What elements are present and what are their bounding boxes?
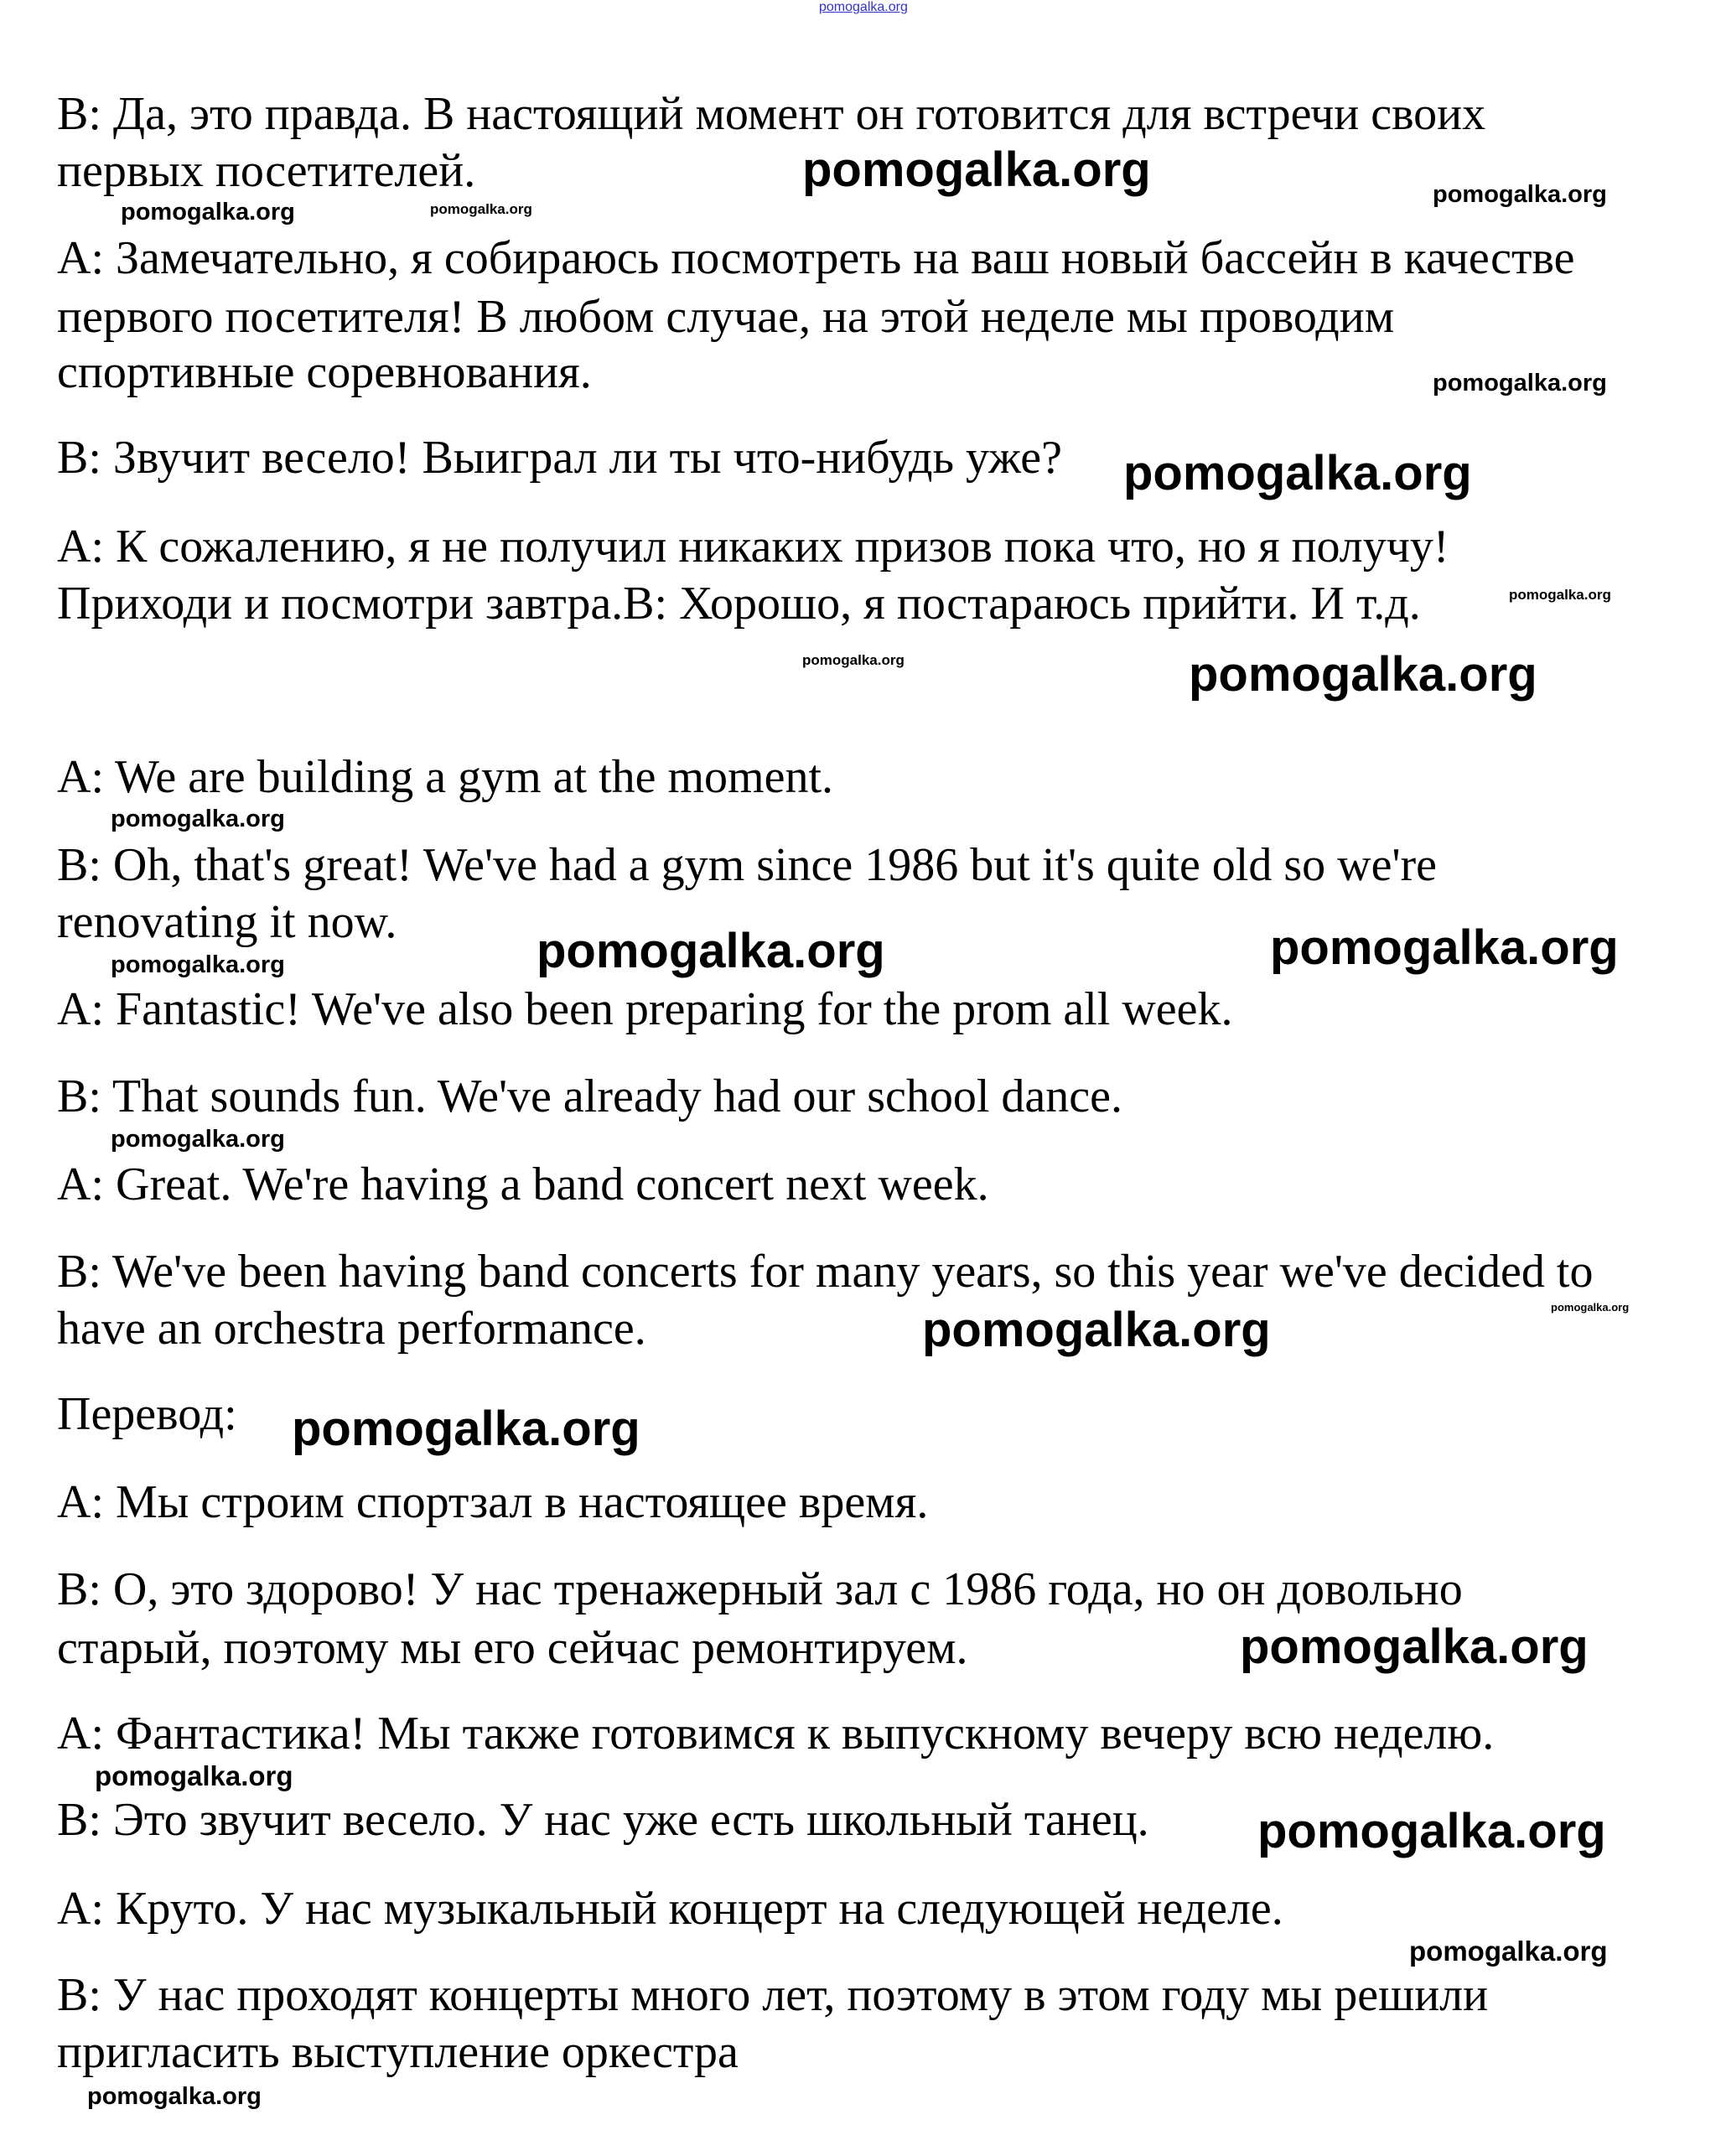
text-line: A: Круто. У нас музыкальный концерт на следующей неделе. bbox=[57, 1883, 1283, 1935]
text-line: A: Фантастика! Мы также готовимся к выпускному вечеру всю неделю. bbox=[57, 1708, 1495, 1760]
text-line: B: Да, это правда. В настоящий момент он готовится для встречи своих bbox=[57, 88, 1486, 140]
text-line: B: О, это здорово! У нас тренажерный зал с 1986 года, но он довольно bbox=[57, 1563, 1463, 1615]
text-line: пригласить выступление оркестра bbox=[57, 2026, 739, 2078]
watermark: pomogalka.org bbox=[1189, 647, 1537, 702]
text-line: первых посетителей. bbox=[57, 145, 476, 197]
text-line: B: We've been having band concerts for many years, so this year we've decided to bbox=[57, 1246, 1594, 1298]
watermark: pomogalka.org bbox=[1551, 1301, 1630, 1314]
text-line: Приходи и посмотри завтра.B: Хорошо, я постараюсь прийти. И т.д. bbox=[57, 578, 1421, 630]
watermark: pomogalka.org bbox=[111, 806, 285, 832]
text-line: A: Мы строим спортзал в настоящее время. bbox=[57, 1476, 929, 1528]
text-line: A: Замечательно, я собираюсь посмотреть на ваш новый бассейн в качестве bbox=[57, 232, 1575, 284]
watermark: pomogalka.org bbox=[1409, 1936, 1608, 1967]
header-site-link[interactable]: pomogalka.org bbox=[819, 0, 908, 14]
text-line: спортивные соревнования. bbox=[57, 346, 592, 398]
section-heading: Перевод: bbox=[57, 1388, 237, 1440]
text-line: B: У нас проходят концерты много лет, поэтому в этом году мы решили bbox=[57, 1969, 1489, 2021]
text-line: A: We are building a gym at the moment. bbox=[57, 751, 834, 803]
watermark: pomogalka.org bbox=[111, 1126, 285, 1153]
watermark: pomogalka.org bbox=[430, 201, 532, 217]
watermark: pomogalka.org bbox=[1433, 181, 1607, 208]
watermark: pomogalka.org bbox=[121, 199, 295, 225]
watermark: pomogalka.org bbox=[802, 652, 905, 668]
watermark: pomogalka.org bbox=[537, 924, 885, 978]
text-line: B: Звучит весело! Выиграл ли ты что-нибудь уже? bbox=[57, 432, 1062, 484]
watermark: pomogalka.org bbox=[922, 1303, 1271, 1357]
text-line: первого посетителя! В любом случае, на этой неделе мы проводим bbox=[57, 291, 1395, 343]
watermark: pomogalka.org bbox=[95, 1760, 293, 1791]
text-line: B: Это звучит весело. У нас уже есть школьный танец. bbox=[57, 1794, 1149, 1846]
text-line: A: Fantastic! We've also been preparing for the prom all week. bbox=[57, 983, 1233, 1035]
text-line: have an orchestra performance. bbox=[57, 1303, 646, 1355]
watermark: pomogalka.org bbox=[111, 951, 285, 978]
watermark: pomogalka.org bbox=[87, 2083, 262, 2110]
watermark: pomogalka.org bbox=[1270, 920, 1619, 975]
text-line: B: Oh, that's great! We've had a gym since 1986 but it's quite old so we're bbox=[57, 839, 1438, 891]
text-line: старый, поэтому мы его сейчас ремонтируем. bbox=[57, 1622, 968, 1674]
watermark: pomogalka.org bbox=[1123, 446, 1472, 500]
watermark: pomogalka.org bbox=[292, 1402, 640, 1456]
watermark: pomogalka.org bbox=[1240, 1620, 1589, 1674]
text-line: A: К сожалению, я не получил никаких призов пока что, но я получу! bbox=[57, 521, 1449, 573]
watermark: pomogalka.org bbox=[1509, 587, 1611, 603]
watermark: pomogalka.org bbox=[802, 143, 1151, 197]
text-line: renovating it now. bbox=[57, 896, 397, 948]
watermark: pomogalka.org bbox=[1257, 1804, 1606, 1858]
text-line: B: That sounds fun. We've already had our school dance. bbox=[57, 1070, 1122, 1122]
text-line: A: Great. We're having a band concert next week. bbox=[57, 1158, 989, 1210]
watermark: pomogalka.org bbox=[1433, 370, 1607, 396]
